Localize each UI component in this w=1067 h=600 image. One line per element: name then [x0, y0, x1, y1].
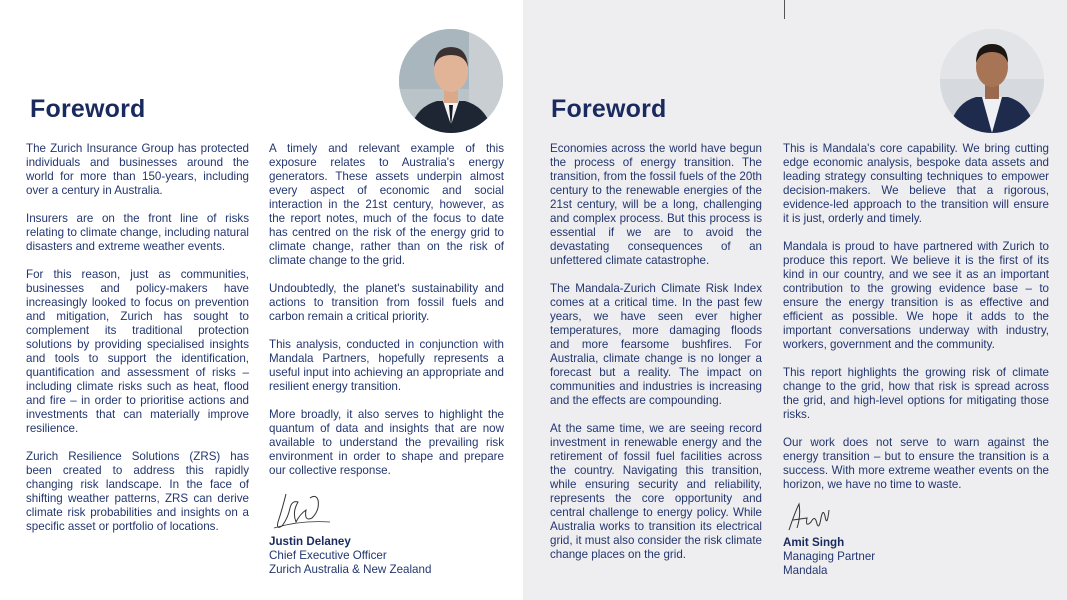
paragraph: Undoubtedly, the planet's sustainability and actions to transition from fossil fuels and carbon remain a critical priority. — [269, 282, 504, 323]
justin-delaney-signature — [270, 488, 336, 534]
paragraph: The Mandala-Zurich Climate Risk Index comes at a critical time. In the past few years, we have seen ever higher temperatures, more damaging floods and more fearsome bushfires. For Australia, climate change is no longer a forecast but a reality. The impact on communities and industries is increasing and the effects are compounding. — [550, 282, 762, 407]
right-signatory — [783, 536, 875, 578]
signatory-role: Managing Partner — [783, 550, 876, 563]
amit-singh-portrait — [940, 29, 1044, 133]
paragraph: The Zurich Insurance Group has protected individuals and businesses around the world for more than 150-years, including over a century in Australia. — [26, 142, 249, 197]
left-page — [0, 0, 523, 600]
paragraph: For this reason, just as communities, businesses and policy-makers have increasingly looked to focus on prevention and mitigation, Zurich has sought to complement its traditional protection solutions by providing specialised insights and tools to support the identification, quantification and assessment of risks – including climate risks such as heat, flood and fire – in order to prioritise actions and investments that can materially improve resilience. — [26, 268, 249, 435]
signatory-name: Amit Singh — [783, 536, 845, 549]
right-page — [523, 0, 1067, 600]
paragraph: Economies across the world have begun the process of energy transition. The transition, from the fossil fuels of the 20th century to the renewable energies of the 21st century, will be a long, challenging and complex process. But this process is essential if we are to avoid the devastating consequences of an unfettered climate catastrophe. — [550, 142, 762, 267]
paragraph: This is Mandala's core capability. We bring cutting edge economic analysis, bespoke data assets and leading strategy consulting techniques to empower decision-makers. We believe that a rigorous, evidence-led approach to the transition will ensure it is just, orderly and timely. — [783, 142, 1049, 225]
right-column-2 — [783, 142, 1049, 492]
paragraph: Zurich Resilience Solutions (ZRS) has been created to address this rapidly changing risk landscape. In the face of shifting weather patterns, ZRS can derive climate risk probabilities and insights on a specific asset or portfolio of locations. — [26, 450, 249, 533]
left-signatory — [269, 535, 431, 577]
left-page-title: Foreword — [30, 95, 146, 123]
paragraph: More broadly, it also serves to highlight the quantum of data and insights that are now available to understand the prevailing risk environment in order to shape and prepare our collective response. — [269, 408, 504, 477]
left-column-1 — [26, 142, 249, 534]
paragraph: This analysis, conducted in conjunction with Mandala Partners, hopefully represents a useful input into achieving an appropriate and resilient energy transition. — [269, 338, 504, 393]
paragraph: At the same time, we are seeing record investment in renewable energy and the retirement of fossil fuel facilities across the country. Navigating this transition, while ensuring security and reliability, represents the core opportunity and central challenge to energy policy. While Australia works to transition its electrical grid, it must also consider the risk climate change places on the grid. — [550, 422, 762, 561]
signatory-name: Justin Delaney — [269, 535, 351, 548]
justin-delaney-portrait — [399, 29, 503, 133]
right-page-title: Foreword — [551, 95, 667, 123]
signatory-role: Chief Executive Officer — [269, 549, 387, 562]
paragraph: This report highlights the growing risk of climate change to the grid, how that risk is spread across the grid, and high-level options for mitigating those risks. — [783, 366, 1049, 421]
left-column-2 — [269, 142, 504, 478]
paragraph: Mandala is proud to have partnered with Zurich to produce this report. We believe it is the first of its kind in our country, and we see it as an important contribution to the growing evidence base – to ensure the energy transition is as effective and efficient as possible. We hope it adds to the important conversations underway with industry, workers, government and the community. — [783, 240, 1049, 351]
paragraph: A timely and relevant example of this exposure relates to Australia's energy generators. These assets underpin almost every aspect of economic and social interaction in the 21st century, however, as the report notes, much of the focus to date has centred on the risk of the energy grid to climate change, rather than on the risk of climate change to the grid. — [269, 142, 504, 267]
paragraph: Our work does not serve to warn against the energy transition – but to ensure the transition is a success. With more extreme weather events on the horizon, we have no time to waste. — [783, 436, 1049, 491]
amit-singh-signature — [785, 500, 835, 536]
paragraph: Insurers are on the front line of risks relating to climate change, including natural disasters and extreme weather events. — [26, 212, 249, 253]
signatory-org: Zurich Australia & New Zealand — [269, 563, 432, 576]
right-column-1 — [550, 142, 762, 562]
signatory-org: Mandala — [783, 564, 828, 577]
page-divider-tick — [784, 0, 785, 19]
